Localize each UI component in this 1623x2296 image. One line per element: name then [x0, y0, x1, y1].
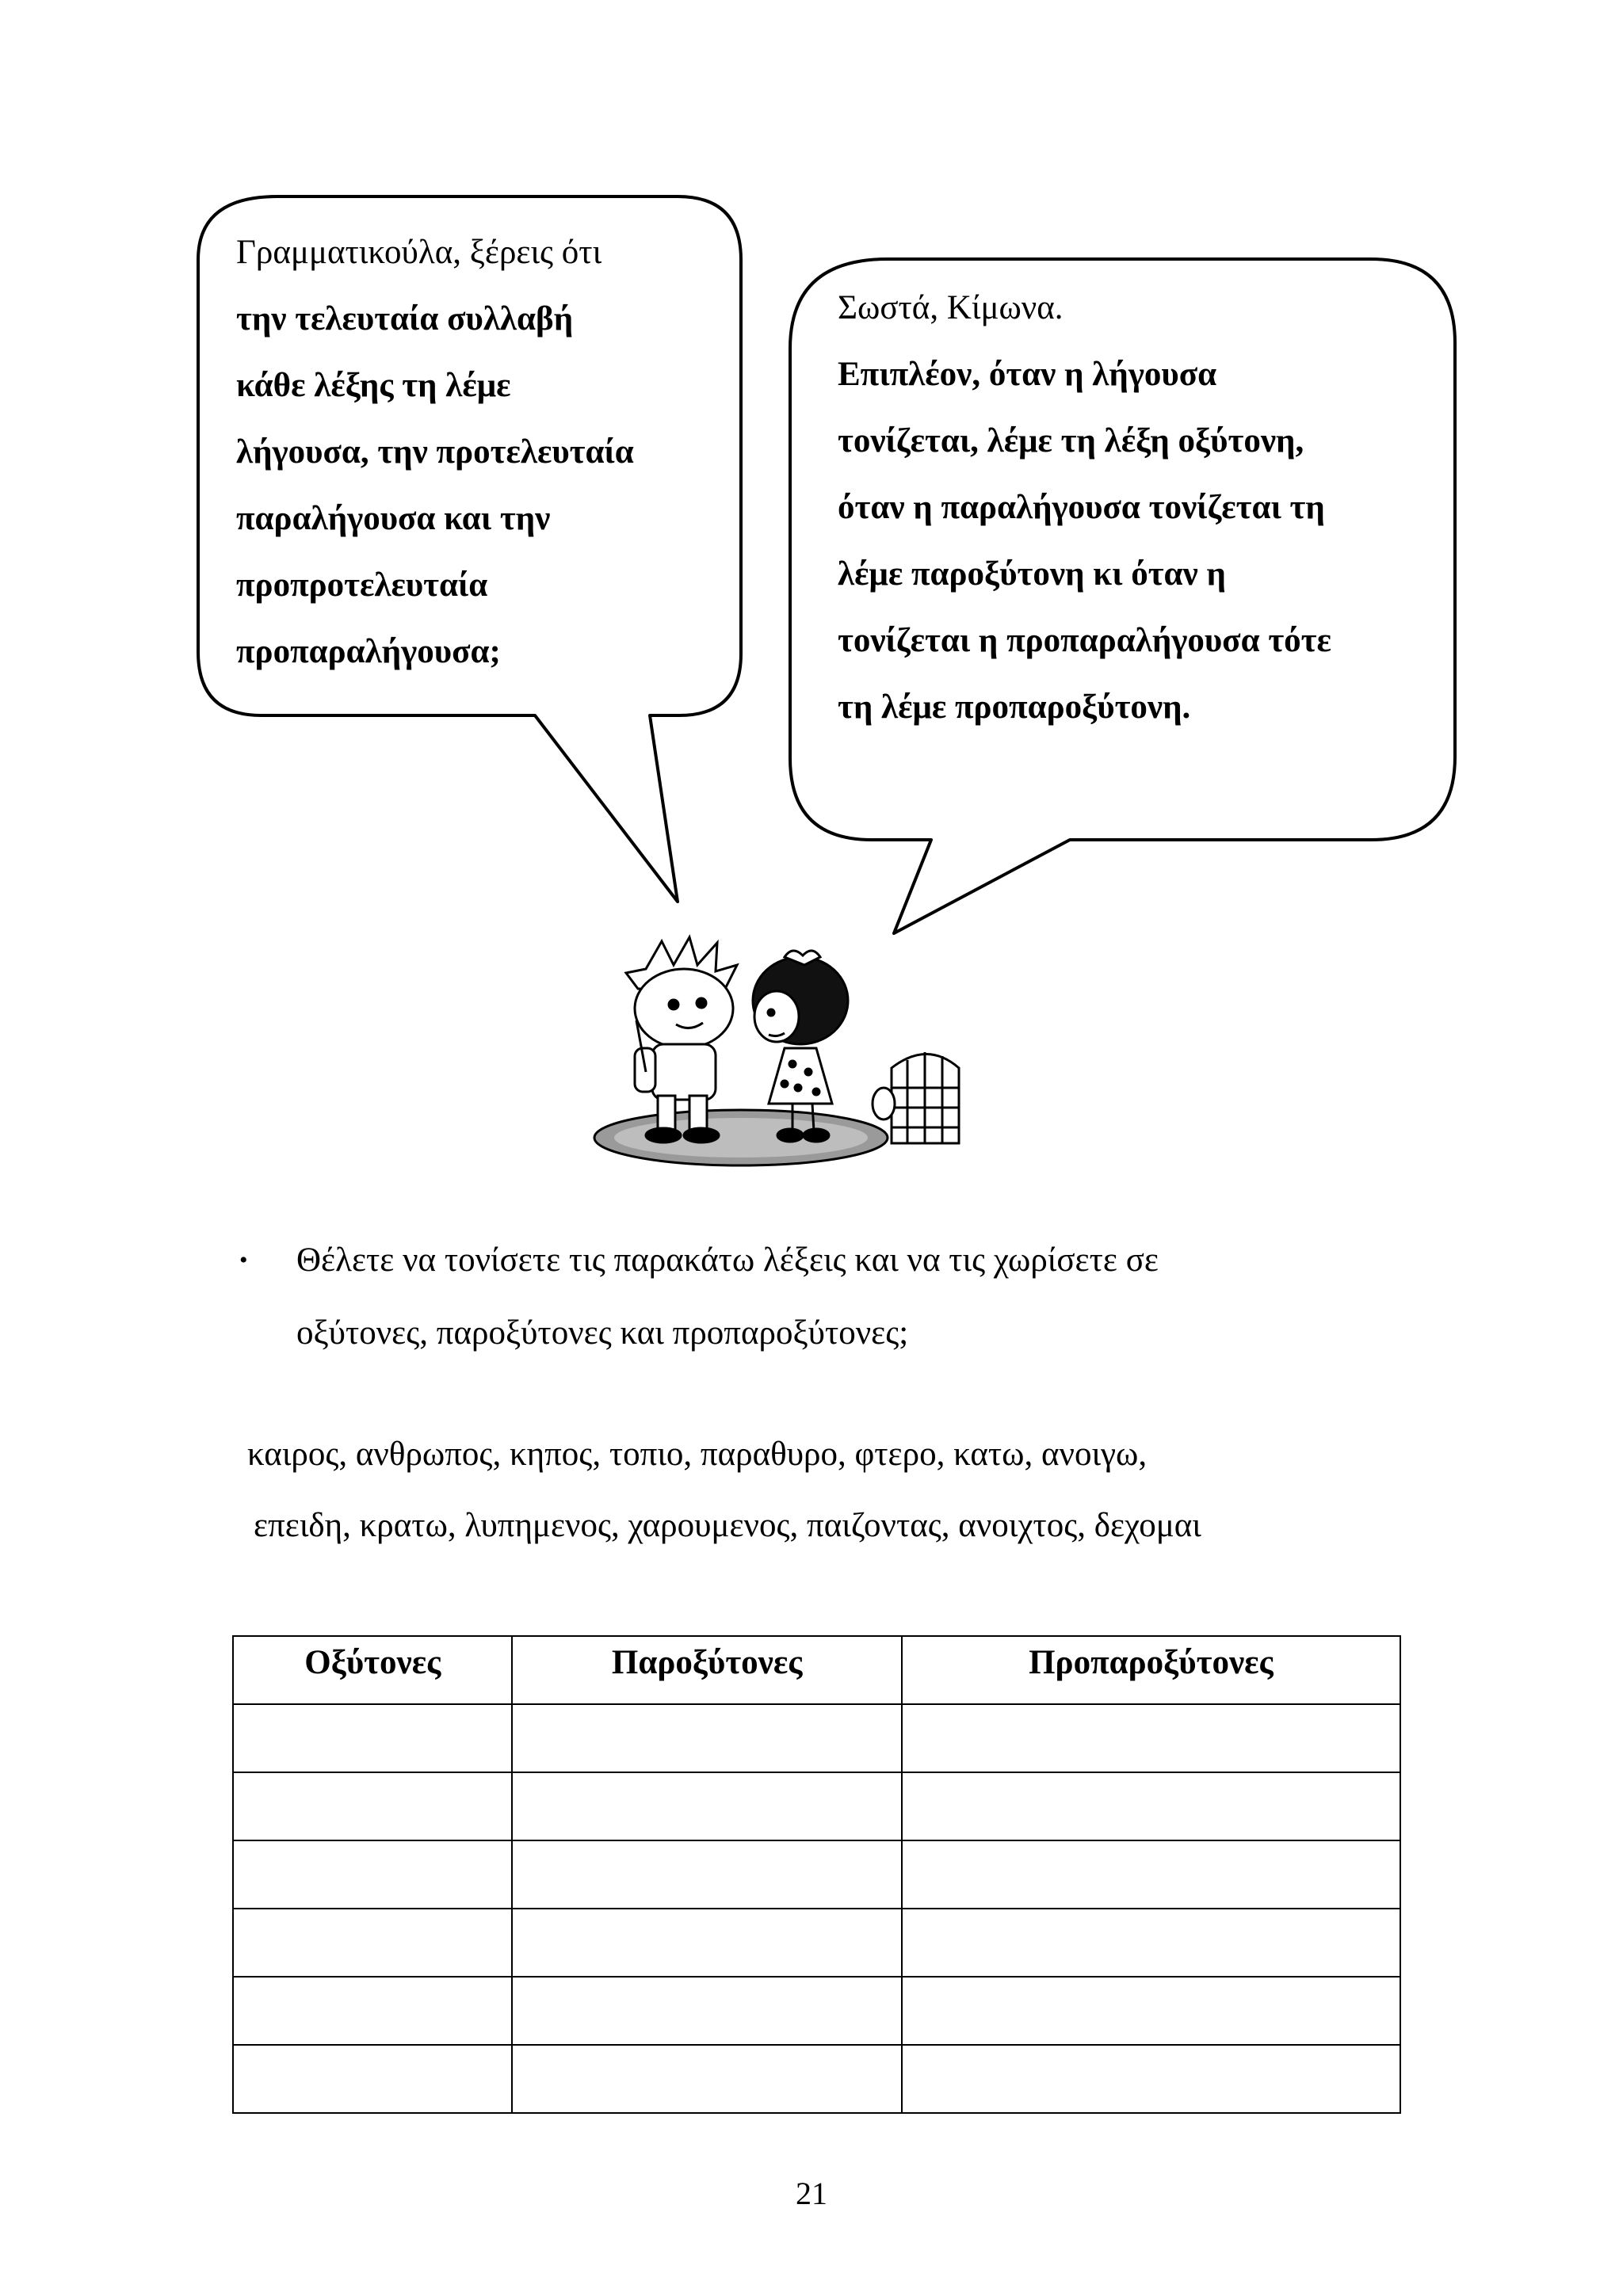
table-row: [233, 1840, 1400, 1909]
table-header-row: [233, 1636, 1400, 1704]
bubble-right-line: λέμε παροξύτονη κι όταν η: [838, 555, 1226, 593]
table-row: [233, 1772, 1400, 1840]
word-list: [247, 1419, 1201, 1562]
word-list-line-1: καιρος, ανθρωπος, κηπος, τοπιο, παραθυρο, φτερο, κατω, ανοιγω,: [247, 1436, 1148, 1473]
answer-cell[interactable]: [902, 1840, 1400, 1909]
instruction-line-2: οξύτονες, παροξύτονες και προπαροξύτονες;: [296, 1314, 909, 1352]
answer-cell[interactable]: [512, 1772, 901, 1840]
answer-cell[interactable]: [512, 1977, 901, 2045]
header-proparoxytones: Προπαροξύτονες: [902, 1636, 1400, 1704]
bubble-right-line: Σωστά, Κίμωνα.: [838, 289, 1064, 326]
answer-cell[interactable]: [512, 1909, 901, 1977]
answer-cell[interactable]: [902, 1772, 1400, 1840]
answer-cell[interactable]: [233, 1840, 512, 1909]
table-row: [233, 1704, 1400, 1772]
word-list-line-2: επειδη, κρατω, λυπημενος, χαρουμενος, παιζοντας, ανοιχτος, δεχομαι: [254, 1507, 1201, 1544]
table-row: [233, 1977, 1400, 2045]
bullet-icon: •: [239, 1247, 248, 1273]
header-oxytones: Οξύτονες: [233, 1636, 512, 1704]
bubble-left-line: προπαραλήγουσα;: [236, 633, 501, 670]
cartoon-characters-illustration: [590, 933, 967, 1171]
answer-cell[interactable]: [233, 2045, 512, 2113]
bubble-right-line: τονίζεται, λέμε τη λέξη οξύτονη,: [838, 422, 1304, 460]
instruction-line-1: Θέλετε να τονίσετε τις παρακάτω λέξεις και να τις χωρίσετε σε: [296, 1241, 1159, 1279]
answer-cell[interactable]: [512, 1840, 901, 1909]
table-row: [233, 1909, 1400, 1977]
classification-table: [232, 1635, 1401, 2114]
answer-cell[interactable]: [233, 1772, 512, 1840]
bubble-left-line: Γραμματικούλα, ξέρεις ότι: [236, 234, 602, 271]
answer-cell[interactable]: [902, 1977, 1400, 2045]
bubble-right-line: Επιπλέον, όταν η λήγουσα: [838, 356, 1217, 393]
bubble-right-line: τονίζεται η προπαραλήγουσα τότε: [838, 622, 1331, 659]
bubble-left-line: παραλήγουσα και την: [236, 500, 551, 537]
speech-bubble-right-text: [838, 275, 1331, 741]
answer-cell[interactable]: [902, 1909, 1400, 1977]
answer-cell[interactable]: [512, 1704, 901, 1772]
answer-cell[interactable]: [233, 1909, 512, 1977]
basket-drawing: [873, 1052, 959, 1143]
answer-cell[interactable]: [902, 1704, 1400, 1772]
bubble-left-line: την τελευταία συλλαβή: [236, 300, 574, 338]
bubble-right-line: όταν η παραλήγουσα τονίζεται τη: [838, 489, 1325, 526]
answer-cell[interactable]: [902, 2045, 1400, 2113]
bubble-left-line: προπροτελευταία: [236, 566, 488, 604]
table-row: [233, 2045, 1400, 2113]
bubble-left-line: λήγουσα, την προτελευταία: [236, 433, 634, 471]
header-paroxytones: Παροξύτονες: [512, 1636, 901, 1704]
bubble-right-line: τη λέμε προπαροξύτονη.: [838, 688, 1191, 726]
page-number: 21: [796, 2176, 827, 2211]
bubble-left-line: κάθε λέξης τη λέμε: [236, 367, 511, 404]
answer-cell[interactable]: [233, 1704, 512, 1772]
speech-bubble-left-text: [236, 219, 634, 685]
answer-cell[interactable]: [233, 1977, 512, 2045]
answer-cell[interactable]: [512, 2045, 901, 2113]
